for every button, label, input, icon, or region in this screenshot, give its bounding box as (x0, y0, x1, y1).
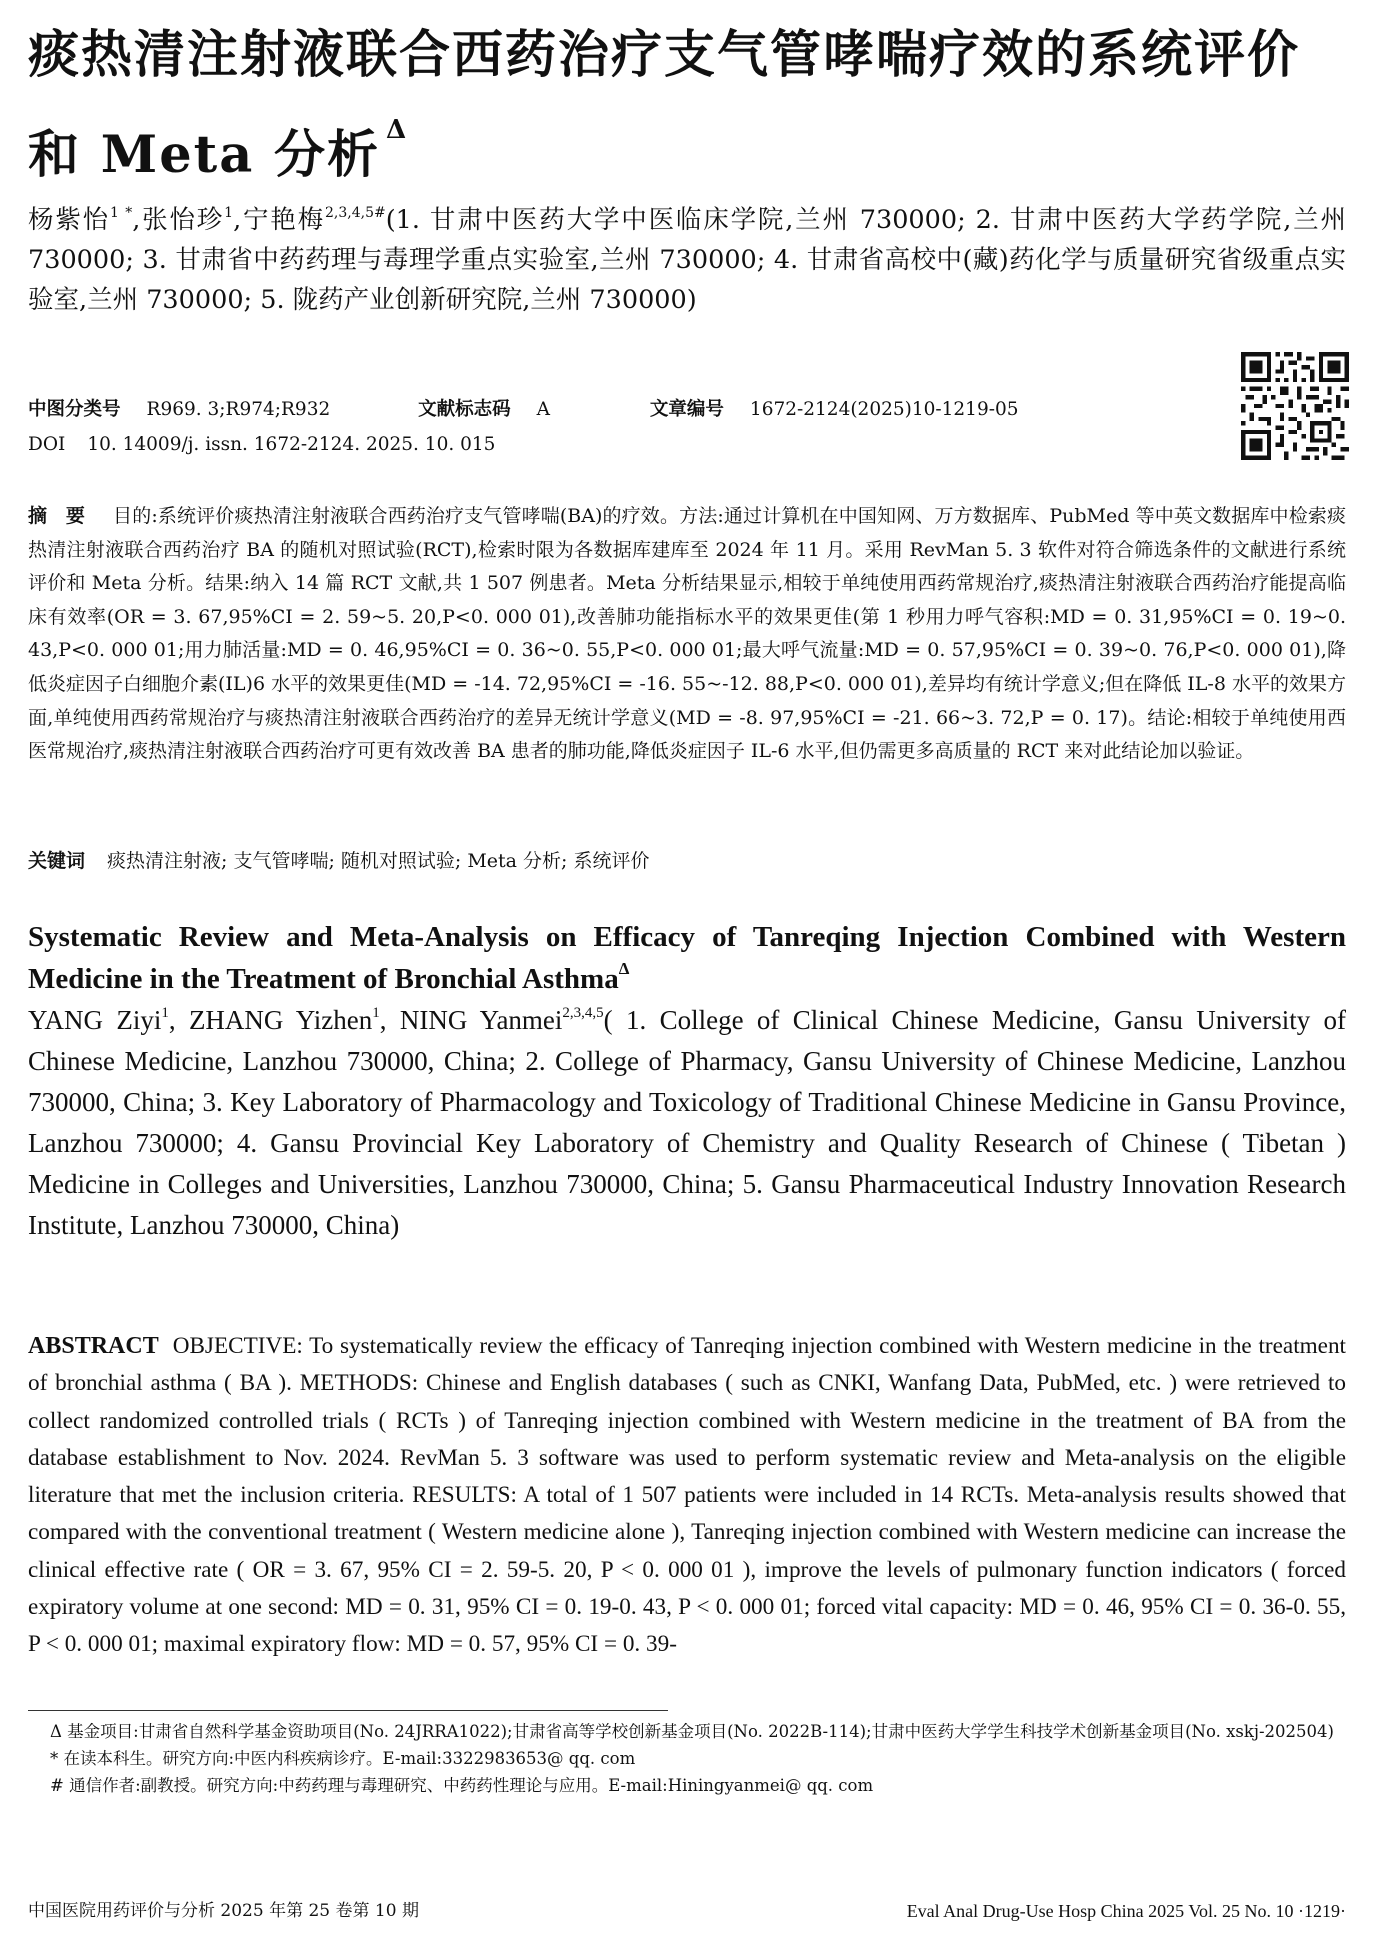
english-abstract-text: OBJECTIVE: To systematically review the efficacy of Tanreqing injection combined with Western medicine in the treatment of bronchial asthma ( BA ). METHODS: Chinese and English databases ( such as CNKI, Wanfang Data, PubMed, etc. ) were retrieved to collect randomized controlled trials ( RCTs ) of Tanreqing injection combined with Western medicine in the treatment of BA from the database establishment to Nov. 2024. RevMan 5. 3 software was used to perform systematic review and Meta-analysis on the eligible literature that met the inclusion criteria. RESULTS: A total of 1 507 patients were included in 14 RCTs. Meta-analysis results showed that compared with the conventional treatment ( Western medicine alone ), Tanreqing injection combined with Western medicine can increase the clinical effective rate ( OR = 3. 67, 95% CI = 2. 59-5. 20, P < 0. 000 01 ), improve the levels of pulmonary function indicators ( forced expiratory volume at one second: MD = 0. 31, 95% CI = 0. 19-0. 43, P < 0. 000 01; forced vital capacity: MD = 0. 46, 95% CI = 0. 36-0. 55, P < 0. 000 01; maximal expiratory flow: MD = 0. 57, 95% CI = 0. 39- (28, 1333, 1346, 1658)
doc-code-value: A (536, 399, 551, 420)
chinese-title (28, 18, 1346, 193)
footnote-fund: Δ 基金项目:甘肃省自然科学基金资助项目(No. 24JRRA1022);甘肃省高等学校创新基金项目(No. 2022B-114);甘肃中医药大学学生科技学术创新基金项目(No. xskj-202504) (50, 1722, 1334, 1741)
title-fund-mark: Δ (386, 115, 409, 145)
author-sup: 1 (161, 1005, 169, 1021)
english-abstract-label: ABSTRACT (28, 1333, 159, 1359)
chinese-abstract (28, 500, 1346, 769)
chinese-affiliations: (1. 甘肃中医药大学中医临床学院,兰州 730000; 2. 甘肃中医药大学药学院,兰州 730000; 3. 甘肃省中药药理与毒理学重点实验室,兰州 730000; 4. 甘肃省高校中(藏)药化学与质量研究省级重点实验室,兰州 730000; 5. 陇药产业创新研究院,兰州 730000) (28, 205, 1346, 315)
author-name: 杨紫怡 (28, 205, 110, 235)
author-name: YANG Ziyi (28, 1005, 162, 1035)
english-title (28, 916, 1346, 1000)
chinese-title-text: 痰热清注射液联合西药治疗支气管哮喘疗效的系统评价和 Meta 分析 (28, 25, 1301, 185)
qr-code[interactable] (1241, 352, 1349, 460)
journal-footer-en: Eval Anal Drug-Use Hosp China 2025 Vol. 25 No. 10 ·1219· (906, 1901, 1346, 1921)
keywords-label: 关键词 (28, 850, 86, 872)
footnotes (50, 1718, 1346, 1799)
author-name: NING Yanmei (399, 1005, 563, 1035)
author-name: ZHANG Yizhen (188, 1005, 373, 1035)
doi-value: 10. 14009/j. issn. 1672-2124. 2025. 10. 015 (87, 434, 496, 455)
english-affiliations: ( 1. College of Clinical Chinese Medicine, Gansu University of Chinese Medicine, Lanzhou 730000, China; 2. College of Pharmacy, Gansu University of Chinese Medicine, Lanzhou 730000, China; 3. Key Laboratory of Pharmacology and Toxicology of Traditional Chinese Medicine in Gansu Province, Lanzhou 730000; 4. Gansu Provincial Key Laboratory of Chemistry and Quality Research of Chinese ( Tibetan ) Medicine in Colleges and Universities, Lanzhou 730000, China; 5. Gansu Pharmaceutical Industry Innovation Research Institute, Lanzhou 730000, China) (28, 1005, 1347, 1240)
classification-row (28, 397, 1019, 423)
author-sup: 1 * (110, 205, 133, 221)
author-sup: 1 (224, 205, 234, 221)
author-sup: 1 (372, 1005, 380, 1021)
author-name: 张怡珍 (140, 205, 225, 235)
footnote-corresponding-author: # 通信作者:副教授。研究方向:中药药理与毒理研究、中药药性理论与应用。E-mail:Hiningyanmei@ qq. com (50, 1776, 874, 1795)
english-title-text: Systematic Review and Meta-Analysis on Efficacy of Tanreqing Injection Combined with Western Medicine in the Treatment of Bronchial Asthma (28, 921, 1346, 995)
journal-footer-cn: 中国医院用药评价与分析 2025 年第 25 卷第 10 期 (28, 1901, 419, 1921)
keywords-text: 痰热清注射液; 支气管哮喘; 随机对照试验; Meta 分析; 系统评价 (107, 850, 650, 872)
footnote-divider (28, 1710, 668, 1711)
clc-label: 中图分类号 (28, 399, 121, 420)
english-title-fund-mark: Δ (618, 959, 630, 978)
chinese-authors: 杨紫怡$^{1 *}$,张怡珍$^1$,宁艳梅$^{2,3,4,5\#}$(1. 甘肃中医药大学中医临床学院,兰州 730000; 2. 甘肃中医药大学药学院,兰州 730000; 3. 甘肃省中药药理与毒理学重点实验室,兰州 730000; 4. 甘肃省高校中(藏)药化学与质量研究省级重点实验室,兰州 730000; 5. 陇药产业创新研究院,兰州 730000) (28, 205, 1346, 315)
english-abstract (28, 1328, 1346, 1664)
author-sup: 2,3,4,5# (325, 205, 386, 221)
chinese-keywords (28, 846, 1346, 876)
chinese-abstract-label: 摘 要 (28, 505, 92, 527)
doc-code-label: 文献标志码 (418, 399, 511, 420)
footnote-first-author: * 在读本科生。研究方向:中医内科疾病诊疗。E-mail:3322983653@ qq. com (50, 1749, 636, 1768)
author-name: 宁艳梅 (241, 205, 325, 235)
author-sup: 2,3,4,5 (562, 1005, 604, 1021)
doi-label: DOI (28, 434, 66, 455)
article-number-label: 文章编号 (649, 399, 724, 420)
english-authors: YANG Ziyi$^1$, ZHANG Yizhen$^1$, NING Yanmei$^{2,3,4,5}$( 1. College of Clinical Chinese Medicine, Gansu University of Chinese Medicine, Lanzhou 730000, China; 2. College of Pharmacy, Gansu University of Chinese Medicine, Lanzhou 730000, China; 3. Key Laboratory of Pharmacology and Toxicology of Traditional Chinese Medicine in Gansu Province, Lanzhou 730000; 4. Gansu Provincial Key Laboratory of Chemistry and Quality Research of Chinese ( Tibetan ) Medicine in Colleges and Universities, Lanzhou 730000, China; 5. Gansu Pharmaceutical Industry Innovation Research Institute, Lanzhou 730000, China) (28, 1005, 1347, 1240)
doi-row (28, 432, 495, 458)
chinese-abstract-text: 目的:系统评价痰热清注射液联合西药治疗支气管哮喘(BA)的疗效。方法:通过计算机在中国知网、万方数据库、PubMed 等中英文数据库中检索痰热清注射液联合西药治疗 BA 的随机对照试验(RCT),检索时限为各数据库建库至 2024 年 11 月。采用 RevMan 5. 3 软件对符合筛选条件的文献进行系统评价和 Meta 分析。结果:纳入 14 篇 RCT 文献,共 1 507 例患者。Meta 分析结果显示,相较于单纯使用西药常规治疗,痰热清注射液联合西药治疗能提高临床有效率(OR = 3. 67,95%CI = 2. 59~5. 20,P<0. 000 01),改善肺功能指标水平的效果更佳(第 1 秒用力呼气容积:MD = 0. 31,95%CI = 0. 19~0. 43,P<0. 000 01;用力肺活量:MD = 0. 46,95%CI = 0. 36~0. 55,P<0. 000 01;最大呼气流量:MD = 0. 57,95%CI = 0. 39~0. 76,P<0. 000 01),降低炎症因子白细胞介素(IL)6 水平的效果更佳(MD = -14. 72,95%CI = -16. 55~-12. 88,P<0. 000 01),差异均有统计学意义;但在降低 IL-8 水平的效果方面,单纯使用西药常规治疗与痰热清注射液联合西药治疗的差异无统计学意义(MD = -8. 97,95%CI = -21. 66~3. 72,P = 0. 17)。结论:相较于单纯使用西医常规治疗,痰热清注射液联合西药治疗可更有效改善 BA 患者的肺功能,降低炎症因子 IL-6 水平,但仍需更多高质量的 RCT 来对此结论加以验证。 (28, 505, 1346, 763)
clc-value: R969. 3;R974;R932 (146, 399, 331, 420)
article-number-value: 1672-2124(2025)10-1219-05 (749, 399, 1019, 420)
